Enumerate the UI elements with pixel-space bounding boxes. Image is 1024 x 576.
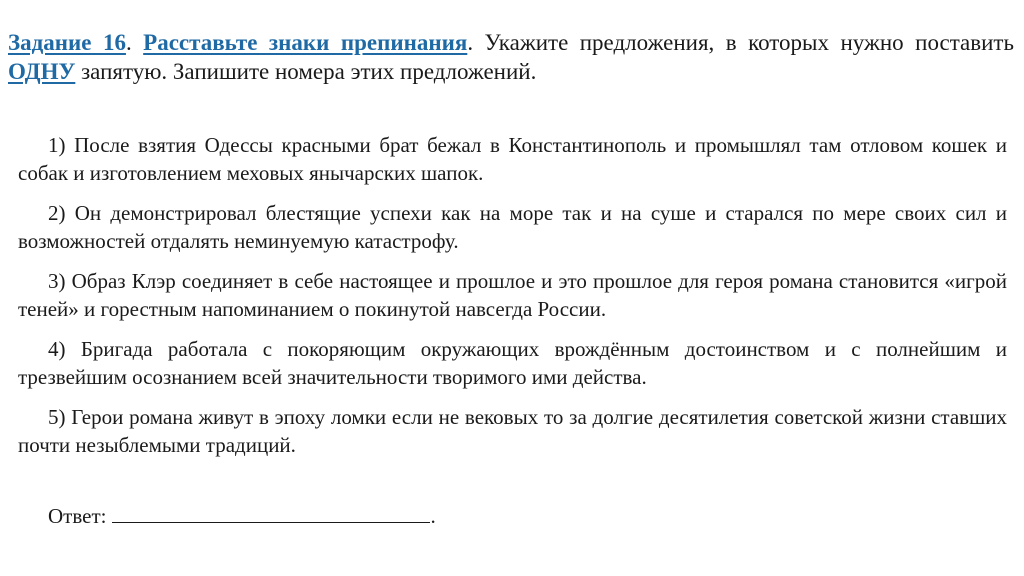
instruction-link[interactable]: Расставьте знаки препинания — [143, 30, 468, 55]
instruction-text-end: запятую. Запишите номера этих предложений. — [75, 59, 537, 84]
instruction-text: . Укажите предложения, в которых нужно поставить — [467, 30, 1014, 55]
task-separator: . — [125, 30, 144, 55]
sentence-3: 3) Образ Клэр соединяет в себе настоящее и прошлое и это прошлое для героя романа становится «игрой теней» и горестным напоминанием о покинутой навсегда России. — [18, 269, 1007, 321]
answer-line — [48, 502, 436, 530]
answer-end: . — [430, 504, 436, 528]
task-header — [8, 28, 1014, 86]
sentence-2: 2) Он демонстрировал блестящие успехи как на море так и на суше и старался по мере своих сил и возможностей отдалять неминуемую катастрофу. — [18, 201, 1007, 253]
sentence-1: 1) После взятия Одессы красными брат бежал в Константинополь и промышлял там отловом кошек и собак и изготовлением меховых янычарских шапок. — [18, 133, 1007, 185]
answer-blank[interactable] — [112, 502, 430, 523]
sentence-5: 5) Герои романа живут в эпоху ломки если не вековых то за долгие десятилетия советской жизни ставших почти незыблемыми традиций. — [18, 405, 1007, 457]
task-number-link[interactable]: Задание 16 — [8, 30, 126, 55]
sentence-4: 4) Бригада работала с покоряющим окружающих врождённым достоинством и с полнейшим и трезвейшим осознанием всей значительности творимого ими действа. — [18, 337, 1007, 389]
task-page — [8, 0, 1016, 576]
answer-label: Ответ: — [48, 504, 107, 528]
sentence-list — [18, 131, 1007, 471]
emphasis-link[interactable]: ОДНУ — [8, 59, 76, 84]
